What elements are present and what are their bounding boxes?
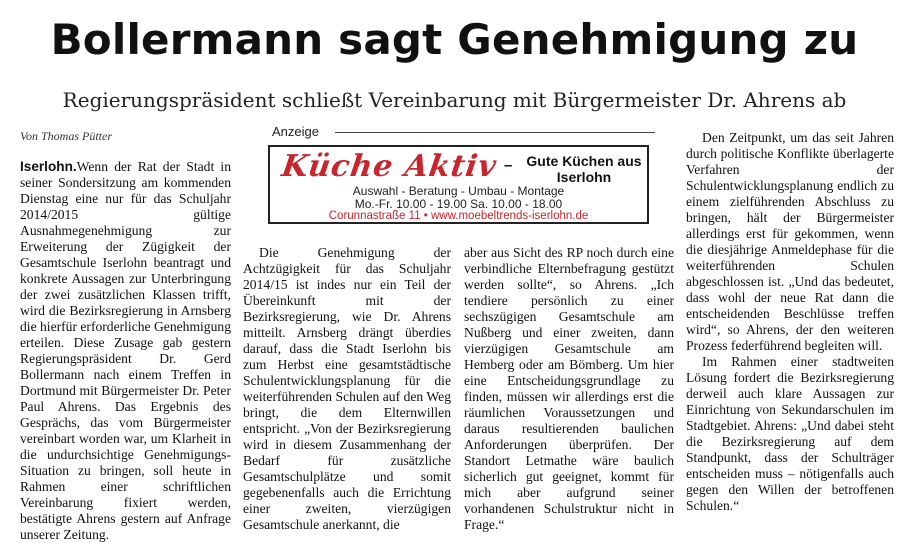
advertisement-box bbox=[268, 145, 649, 224]
advertisement-rule bbox=[335, 132, 655, 133]
dateline: Iserlohn. bbox=[20, 159, 77, 174]
ad-address: Corunnastraße 11 • www.moebeltrends-iserlohn.de bbox=[328, 210, 589, 222]
column-2-text: Die Genehmigung der Achtzügigkeit für das Schuljahr 2014/15 ist indes nur ein Teil der Übereinkunft mit der Bezirksregierung, wie Dr. Ahrens mitteilt. Arnsberg drängt überdies darauf, dass die Stadt Iserlohn bis zum Herbst eine gesamtstädtische Schulentwicklungsplanung für die weiterführenden Schulen auf den Weg bringt, die dem Elternwillen entspricht. „Von der Bezirksregierung wird in diesem Zusammenhang der Bedarf für zusätzliche Gesamtschulplätze und somit gegebenenfalls auch die Errichtung einer zweiten, vierzügigen Gesamtschule anerkannt, die bbox=[243, 245, 451, 532]
column-4-paragraph-1: Den Zeitpunkt, um das seit Jahren durch politische Konflikte überlagerte Verfahren der Schulentwicklungsplanung endlich zu einem zielführenden Abschluss zu bringen, hält der Bürgermeister allerdings erst für gekommen, wenn die diesjährige Anmeldephase für die weiterführenden Schulen abgeschlossen ist. „Und das bedeutet, dass wohl der neue Rat dann die entscheidenden Beschlüsse treffen wird“, so Ahrens, der den weiteren Prozess federführend begleiten will. bbox=[686, 130, 894, 353]
column-1-paragraph bbox=[20, 159, 231, 543]
ad-tagline: Gute Küchen aus Iserlohn bbox=[526, 153, 642, 185]
headline: Bollermann sagt Genehmigung zu bbox=[50, 15, 859, 64]
subheadline: Regierungspräsident schließt Vereinbarung mit Bürgermeister Dr. Ahrens ab bbox=[62, 88, 847, 112]
advertisement-label: Anzeige bbox=[272, 124, 319, 139]
ad-services: Auswahl - Beratung - Umbau - Montage bbox=[352, 184, 565, 198]
article-column-4 bbox=[686, 130, 894, 514]
ad-hours: Mo.-Fr. 10.00 - 19.00 Sa. 10.00 - 18.00 bbox=[354, 197, 563, 211]
ad-dash: – bbox=[504, 157, 513, 174]
ad-logo: Küche Aktiv bbox=[279, 149, 500, 184]
article-column-1 bbox=[20, 159, 231, 543]
byline: Von Thomas Pütter bbox=[20, 129, 113, 143]
column-3-text: aber aus Sicht des RP noch durch eine verbindliche Elternbefragung gestützt werden sollte“, so Ahrens. „Ich tendiere persönlich zu einer sechszügigen Gesamtschule am Nußberg und einer zweiten, dann vierzügigen Gesamtschule am Hemberg oder am Bömberg. Um hier eine Entscheidungsgrundlage zu finden, müssen wir allerdings erst die räumlichen Voraussetzungen und daraus resultierenden baulichen Anforderungen überprüfen. Der Standort Letmathe wäre baulich sicherlich gut geeignet, kommt für mich aber aufgrund seiner vorhandenen Schulstruktur nicht in Frage.“ bbox=[464, 245, 674, 532]
article-column-2 bbox=[243, 245, 451, 533]
column-4-paragraph-2: Im Rahmen einer stadtweiten Lösung fordert die Bezirksregierung derweil auch klare Aussagen zur Einrichtung von Sekundarschulen im Stadtgebiet. Ahrens: „Und dabei steht die Bezirksregierung auf dem Standpunkt, dass der Schulträger entscheiden muss – nötigenfalls auch gegen den Willen der betroffenen Schulen.“ bbox=[686, 354, 894, 513]
article-column-3 bbox=[464, 245, 674, 533]
column-1-text: Wenn der Rat der Stadt in seiner Sondersitzung am kommenden Dienstag eine nur für das Schuljahr 2014/2015 gültige Ausnahmegenehmigung zur Erweiterung der Zügigkeit der Gesamtschule Iserlohn beantragt und konkrete Aussagen zur Unterbringung der zwei zusätzlichen Klassen trifft, wird die Bezirksregierung in Arnsberg die hierfür erforderliche Genehmigung erteilen. Diese Zusage gab gestern Regierungspräsident Dr. Gerd Bollermann nach einem Treffen in Dortmund mit Bürgermeister Dr. Peter Paul Ahrens. Das Ergebnis des Gesprächs, das vom Bürgermeister vereinbart worden war, um Klarheit in die undurchsichtige Genehmigungs-Situation zu bringen, soll heute in Rahmen einer schriftlichen Vereinbarung fixiert werden, bestätigte Ahrens gestern auf Anfrage unserer Zeitung. bbox=[20, 159, 231, 542]
